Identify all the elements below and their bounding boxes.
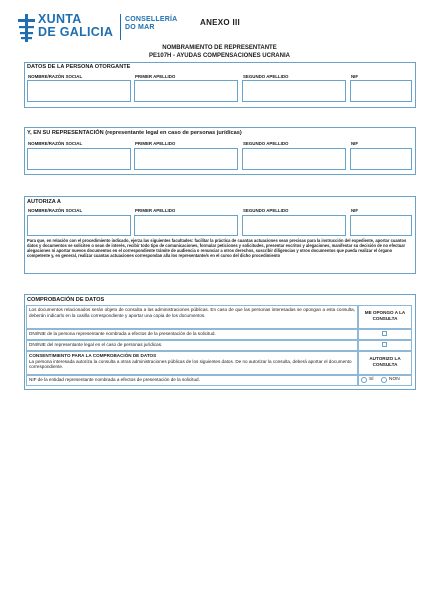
document-subtitle: PE107H - AYUDAS COMPENSACIONES UCRANIA — [149, 53, 290, 59]
grantor-second-surname-field[interactable] — [242, 80, 346, 102]
label-first-surname: PRIMER APELLIDO — [135, 141, 176, 146]
document-title: NOMBRAMIENTO DE REPRESENTANTE — [162, 45, 277, 51]
authorized-nif-field[interactable] — [350, 215, 412, 236]
legal-rep-name-field[interactable] — [27, 148, 131, 170]
consent-text: La persona interesada autoriza la consulta a otras administraciones públicas de los siguientes datos. De no autorizar la consulta, deberá aportar el documento correspondiente. — [29, 358, 352, 370]
authorized-first-surname-field[interactable] — [134, 215, 238, 236]
label-name: NOMBRE/RAZÓN SOCIAL — [28, 208, 83, 213]
legal-rep-first-surname-field[interactable] — [134, 148, 238, 170]
annex-label: ANEXO III — [200, 18, 241, 27]
department-name — [125, 16, 177, 32]
authorized-second-surname-field[interactable] — [242, 215, 346, 236]
section-grantor-title: DATOS DE LA PERSONA OTORGANTE — [27, 64, 131, 70]
consent-title: CONSENTIMIENTO PARA LA COMPROBACIÓN DE DATOS — [29, 353, 157, 358]
logo-line-2: DE GALICIA — [38, 25, 114, 39]
row-legal-rep-dni: DNI/NIE del representante legal en el caso de personas jurídicas. — [26, 340, 358, 351]
legal-rep-nif-field[interactable] — [350, 148, 412, 170]
section-legal-representative-title: Y, EN SU REPRESENTACIÓN (representante legal en caso de personas jurídicas) — [27, 130, 242, 136]
authorize-yes-radio[interactable] — [361, 377, 367, 383]
authorize-column-header: AUTORIZO LA CONSULTA — [358, 351, 412, 375]
consent-block — [26, 351, 358, 375]
label-second-surname: SEGUNDO APELLIDO — [243, 74, 289, 79]
authorized-name-field[interactable] — [27, 215, 131, 236]
label-second-surname: SEGUNDO APELLIDO — [243, 141, 289, 146]
authorize-no-label: NON — [389, 377, 400, 382]
department-line-1: CONSELLERÍA — [125, 16, 178, 23]
label-nif: NIF — [351, 208, 359, 213]
logo-line-1: XUNTA — [38, 12, 82, 26]
label-name: NOMBRE/RAZÓN SOCIAL — [28, 141, 83, 146]
logo-text — [38, 13, 113, 39]
authorize-no-radio[interactable] — [381, 377, 387, 383]
legal-rep-second-surname-field[interactable] — [242, 148, 346, 170]
xunta-logo-icon — [18, 14, 35, 42]
grantor-nif-field[interactable] — [350, 80, 412, 102]
authorization-paragraph: Para que, en relación con el procedimiento indicado, ejerza las siguientes facultades: facilitar la práctica de cuantas actuaciones sean precisas para la instrucción del expediente, aportar cuantos datos y documentos se soliciten o sean de interés, recibir todo tipo de comunicaciones, formular peticiones y solicitudes, presentar escritos y alegaciones, manifestar su decisión de no efectuar alegaciones ni aportar nuevos documentos en el correspondiente trámite de audiencia o renunciar a otros derechos, suscribir diligencias y otros documentos que pueda realizar el órgano competente y, en general, realizar cuantas actuaciones correspondan al/a los representante/s en el curso del dicho procedimiento — [27, 238, 407, 259]
authorize-yes-label: SÍ — [369, 377, 374, 382]
label-first-surname: PRIMER APELLIDO — [135, 74, 176, 79]
grantor-name-field[interactable] — [27, 80, 131, 102]
oppose-column-header: ME OPONGO A LA CONSULTA — [358, 305, 412, 329]
label-second-surname: SEGUNDO APELLIDO — [243, 208, 289, 213]
section-authorize-title: AUTORIZA A — [27, 199, 61, 205]
row-representative-dni: DNI/NIE de la persona representante nombrada a efectos de la presentación de la solicitud. — [26, 329, 358, 340]
oppose-representative-dni-checkbox[interactable] — [382, 331, 387, 336]
label-first-surname: PRIMER APELLIDO — [135, 208, 176, 213]
label-nif: NIF — [351, 141, 359, 146]
label-nif: NIF — [351, 74, 359, 79]
verification-intro: Los documentos relacionados serán objeto de consulta a las administraciones públicas. En caso de que las personas interesadas se opongan a esta consulta, deberán indicarlo en la casilla correspondiente y aportar una copia de los documentos. — [26, 305, 358, 329]
label-name: NOMBRE/RAZÓN SOCIAL — [28, 74, 83, 79]
department-line-2: DO MAR — [125, 24, 155, 31]
logo-divider — [120, 14, 121, 40]
row-entity-nif: NIF de la entidad representante nombrada a efectos de presentación de la solicitud. — [26, 375, 358, 386]
grantor-first-surname-field[interactable] — [134, 80, 238, 102]
oppose-legal-rep-dni-checkbox[interactable] — [382, 342, 387, 347]
section-data-verification-title: COMPROBACIÓN DE DATOS — [27, 297, 105, 303]
